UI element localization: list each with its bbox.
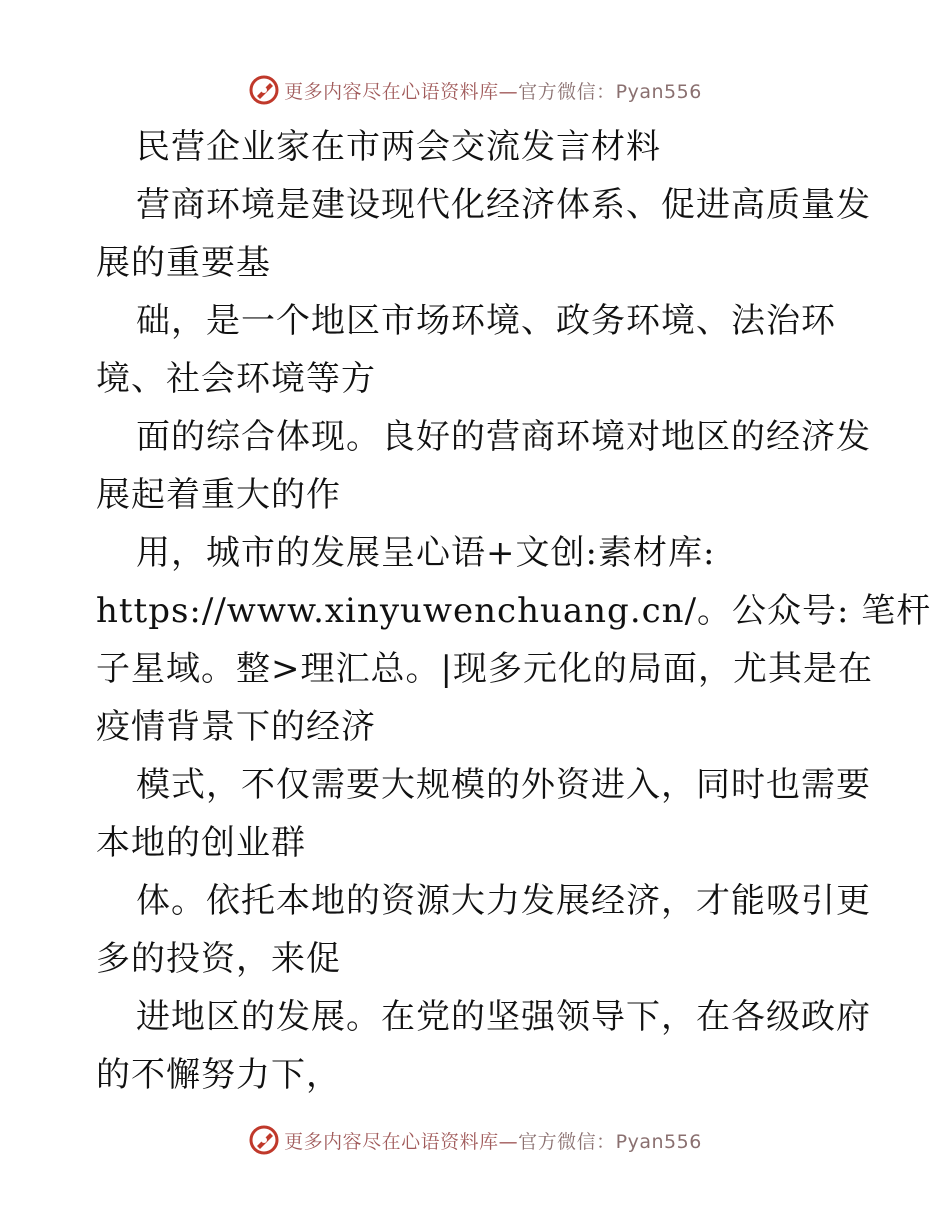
footer-banner-text [284, 1127, 702, 1154]
text-line: https://www.xinyuwenchuang.cn/。公众号: 笔杆 [96, 591, 932, 631]
header-wechat: 官方微信：Pyan556 [518, 80, 702, 103]
text-line: 模式，不仅需要大规模的外资进入，同时也需要 [136, 765, 871, 805]
text-line: 本地的创业群 [96, 823, 306, 863]
text-line: 用，城市的发展呈心语+文创:素材库: [136, 533, 716, 573]
header-banner-text [284, 77, 702, 104]
footer-banner [0, 1120, 950, 1160]
brand-logo-icon [248, 74, 280, 106]
text-line: 础，是一个地区市场环境、政务环境、法治环 [136, 301, 836, 341]
text-line: 多的投资，来促 [96, 939, 341, 979]
text-line: 营商环境是建设现代化经济体系、促进高质量发 [136, 185, 871, 225]
text-line: 疫情背景下的经济 [96, 707, 376, 747]
document-title: 民营企业家在市两会交流发言材料 [136, 127, 661, 167]
text-line: 子星域。整>理汇总。|现多元化的局面，尤其是在 [96, 649, 873, 689]
text-line: 进地区的发展。在党的坚强领导下，在各级政府 [136, 997, 871, 1037]
text-line: 展起着重大的作 [96, 475, 341, 515]
text-line: 面的综合体现。良好的营商环境对地区的经济发 [136, 417, 871, 457]
document-body [96, 118, 932, 1104]
text-line: 体。依托本地的资源大力发展经济，才能吸引更 [136, 881, 871, 921]
brand-logo-icon [248, 1124, 280, 1156]
text-line: 境、社会环境等方 [96, 359, 376, 399]
footer-banner-main: 更多内容尽在心语资料库— [284, 1130, 519, 1153]
header-banner-main: 更多内容尽在心语资料库— [284, 80, 519, 103]
text-line: 的不懈努力下， [96, 1055, 341, 1095]
text-line: 展的重要基 [96, 243, 271, 283]
header-banner [0, 70, 950, 110]
footer-wechat: 官方微信：Pyan556 [518, 1130, 702, 1153]
